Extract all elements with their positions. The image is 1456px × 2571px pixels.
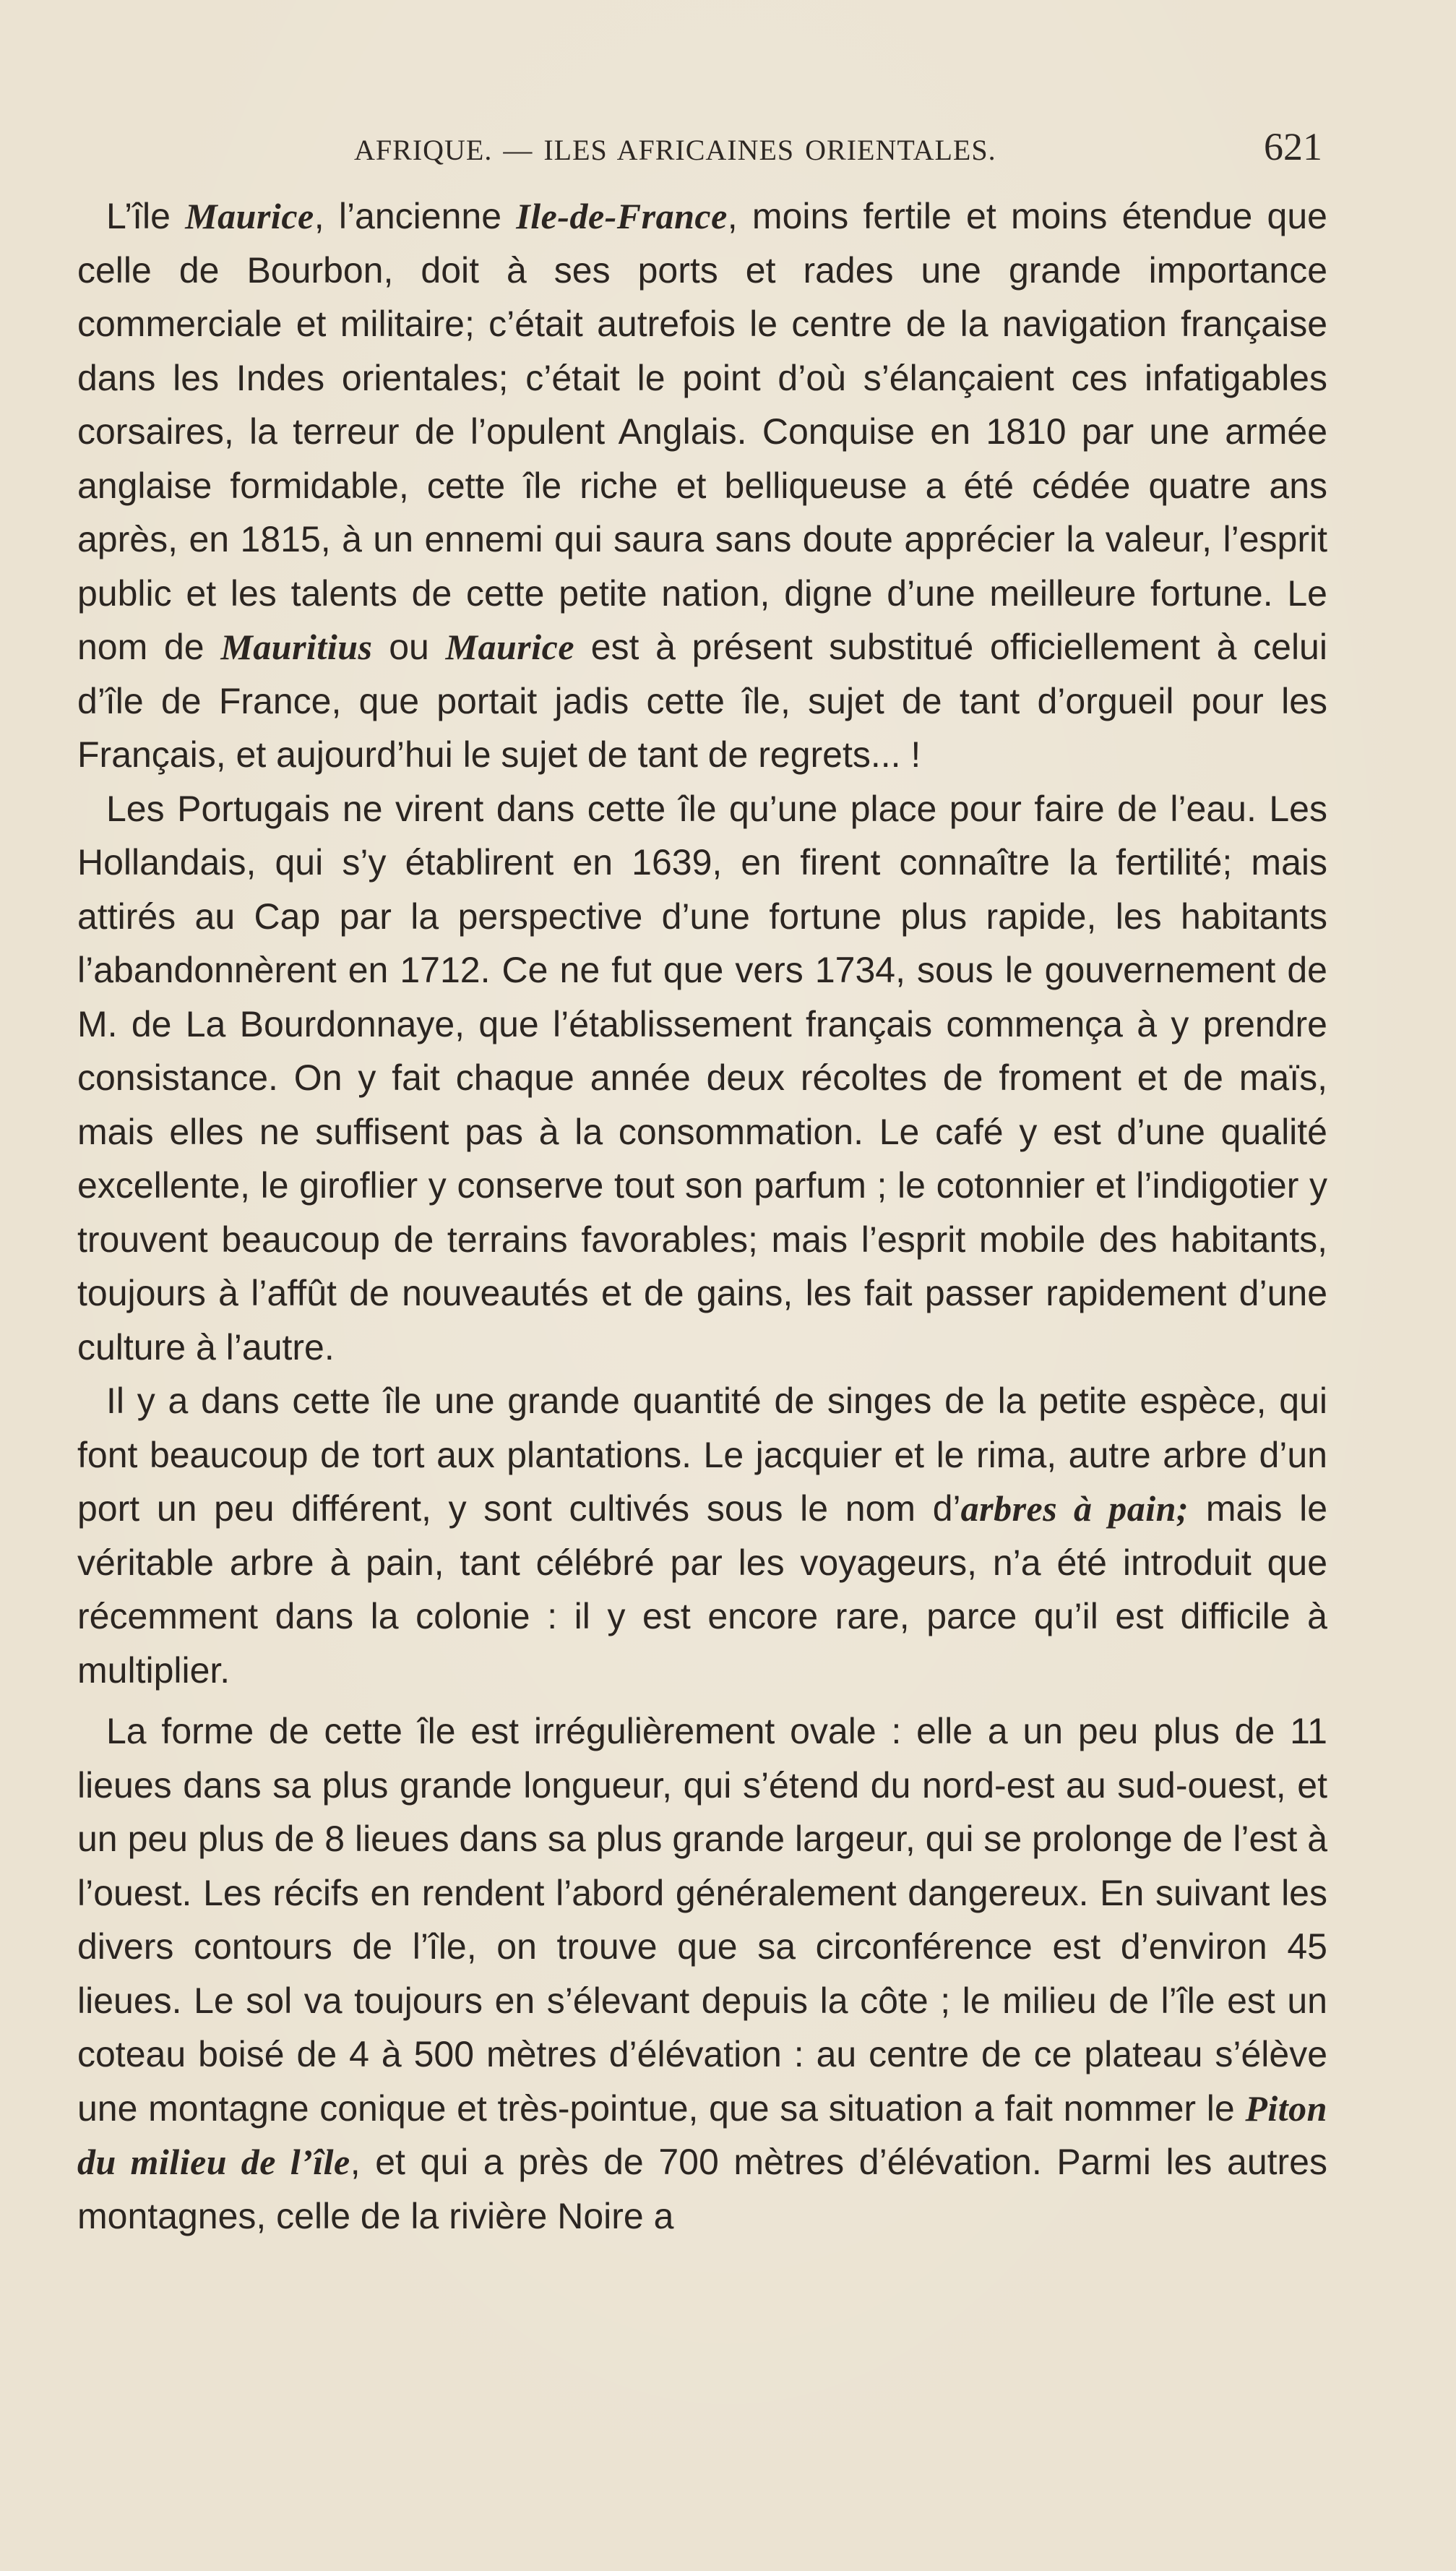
text-run: est à présent substitué officiellement à celui d’île de France, que portait jadis cette île, sujet de tant d’orgueil pour les Français, et aujourd’hui le sujet de tant de regrets... ! bbox=[77, 627, 1327, 775]
paragraph-maurice-intro bbox=[77, 189, 1327, 782]
body-text bbox=[77, 189, 1327, 2243]
italic-term: Ile-de-France bbox=[516, 196, 728, 236]
text-run: Les Portugais ne virent dans cette île qu’une place pour faire de l’eau. Les Hollandais, qui s’y établirent en 1639, en firent connaître la fertilité; mais attirés au Cap par la perspective d’une fortune plus rapide, les habitants l’abandonnèrent en 1712. Ce ne fut que vers 1734, sous le gouvernement de M. de La Bourdonnaye, que l’établissement français commença à y prendre consistance. On y fait chaque année deux récoltes de froment et de maïs, mais elles ne suffisent pas à la consommation. Le café y est d’une qualité excellente, le giroflier y conserve tout son parfum ; le cotonnier et l’indigotier y trouvent beaucoup de terrains favorables; mais l’esprit mobile des habitants, toujours à l’affût de nouveautés et de gains, les fait passer rapidement d’une culture à l’autre. bbox=[77, 788, 1327, 1368]
italic-term: Piton du milieu de l’île bbox=[77, 2087, 1327, 2182]
page-number: 621 bbox=[1264, 125, 1322, 168]
text-run: , moins fertile et moins étendue que celle de Bourbon, doit à ses ports et rades une grande importance commerciale et militaire; c’était autrefois le centre de la navigation française dans les Indes orientales; c’était le point d’où s’élançaient ces infatigables corsaires, la terreur de l’opulent Anglais. Conquise en 1810 par une armée anglaise formidable, cette île riche et belliqueuse a été cédée quatre ans après, en 1815, à un ennemi qui saura sans doute apprécier la valeur, l’esprit public et les talents de cette petite nation, digne d’une meilleure fortune. Le nom de bbox=[77, 196, 1327, 667]
italic-term: Maurice bbox=[445, 627, 575, 667]
text-run: , et qui a près de 700 mètres d’élévation. Parmi les autres montagnes, celle de la rivière Noire a bbox=[77, 2142, 1327, 2236]
italic-term: arbres à pain; bbox=[960, 1488, 1189, 1529]
text-run: La forme de cette île est irrégulièrement ovale : elle a un peu plus de 11 lieues dans sa plus grande longueur, qui s’étend du nord-est au sud-ouest, et un peu plus de 8 lieues dans sa plus grande largeur, qui se prolonge de l’est à l’ouest. Les récifs en rendent l’abord généralement dangereux. En suivant les divers contours de l’île, on trouve que sa circonférence est d’environ 45 lieues. Le sol va toujours en s’élevant depuis la côte ; le milieu de l’île est un coteau boisé de 4 à 500 mètres d’élévation : au centre de ce plateau s’élève une montagne conique et très-pointue, que sa situation a fait nommer le bbox=[77, 1711, 1327, 2129]
page-header bbox=[108, 124, 1322, 182]
paragraph-flora-fauna bbox=[77, 1374, 1327, 1697]
paragraph-history bbox=[77, 782, 1327, 1375]
running-head: AFRIQUE. — ILES AFRICAINES ORIENTALES. bbox=[354, 134, 996, 166]
paragraph-geography bbox=[77, 1704, 1327, 2243]
text-run: ou bbox=[372, 627, 446, 667]
italic-term: Mauritius bbox=[220, 627, 373, 667]
text-run: L’île bbox=[106, 196, 186, 236]
text-run: , l’ancienne bbox=[314, 196, 517, 236]
italic-term: Maurice bbox=[185, 196, 314, 236]
text-run: mais le véritable arbre à pain, tant célébré par les voyageurs, n’a été introduit que récemment dans la colonie : il y est encore rare, parce qu’il est difficile à multiplier. bbox=[77, 1488, 1328, 1691]
text-run: Il y a dans cette île une grande quantité de singes de la petite espèce, qui font beaucoup de tort aux plantations. Le jacquier et le rima, autre arbre d’un port un peu différent, y sont cultivés sous le nom d’ bbox=[77, 1381, 1327, 1529]
